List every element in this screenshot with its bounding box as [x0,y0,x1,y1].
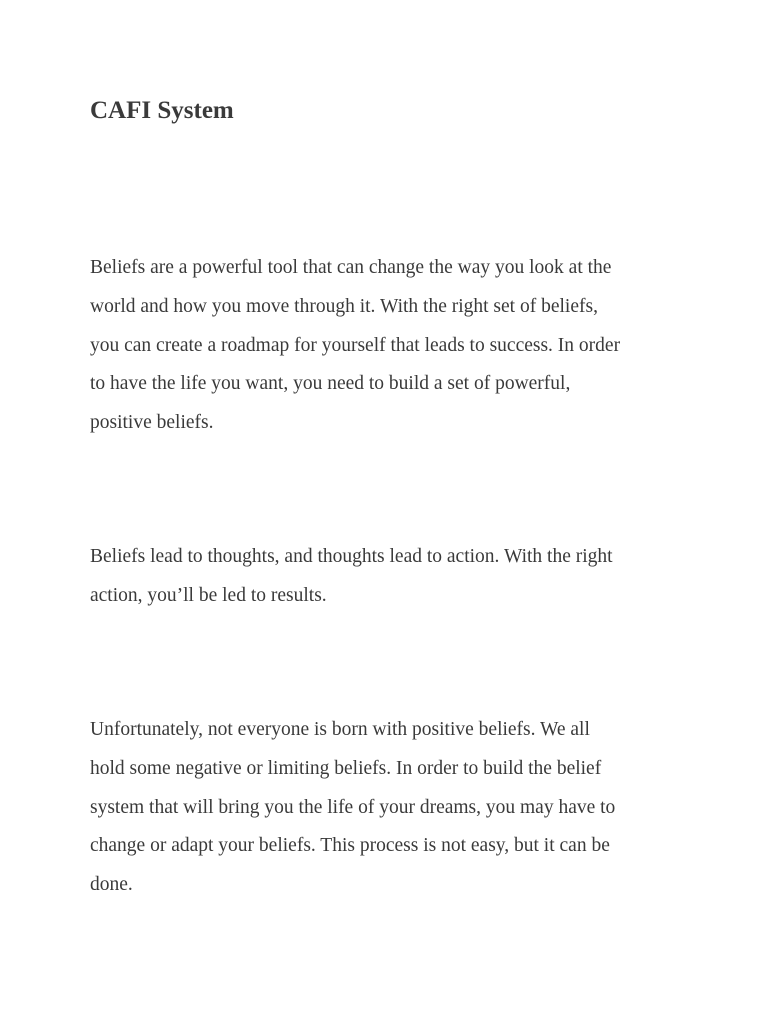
paragraph-line: system that will bring you the life of your dreams, you may have to [90,796,616,818]
paragraph-line: you can create a roadmap for yourself that leads to success. In order [90,334,621,356]
paragraph-line: Beliefs lead to thoughts, and thoughts lead to action. With the right [90,546,613,567]
paragraph-limiting-beliefs [90,711,690,905]
paragraph-line: hold some negative or limiting beliefs. In order to build the belief [90,757,602,779]
paragraph-line: action, you’ll be led to results. [90,584,327,606]
paragraph-line: positive beliefs. [90,412,214,433]
paragraph-beliefs-powerful-tool [90,249,690,443]
paragraph-line: change or adapt your beliefs. This process is not easy, but it can be [90,835,610,857]
paragraph-line: Unfortunately, not everyone is born with positive beliefs. We all [90,719,590,740]
paragraph-line: done. [90,874,133,895]
paragraph-line: to have the life you want, you need to build a set of powerful, [90,373,571,395]
paragraph-line: Beliefs are a powerful tool that can change the way you look at the [90,257,612,278]
paragraph-beliefs-lead-to-thoughts [90,538,690,616]
paragraph-line: world and how you move through it. With the right set of beliefs, [90,295,598,317]
document-title: CAFI System [90,97,234,124]
